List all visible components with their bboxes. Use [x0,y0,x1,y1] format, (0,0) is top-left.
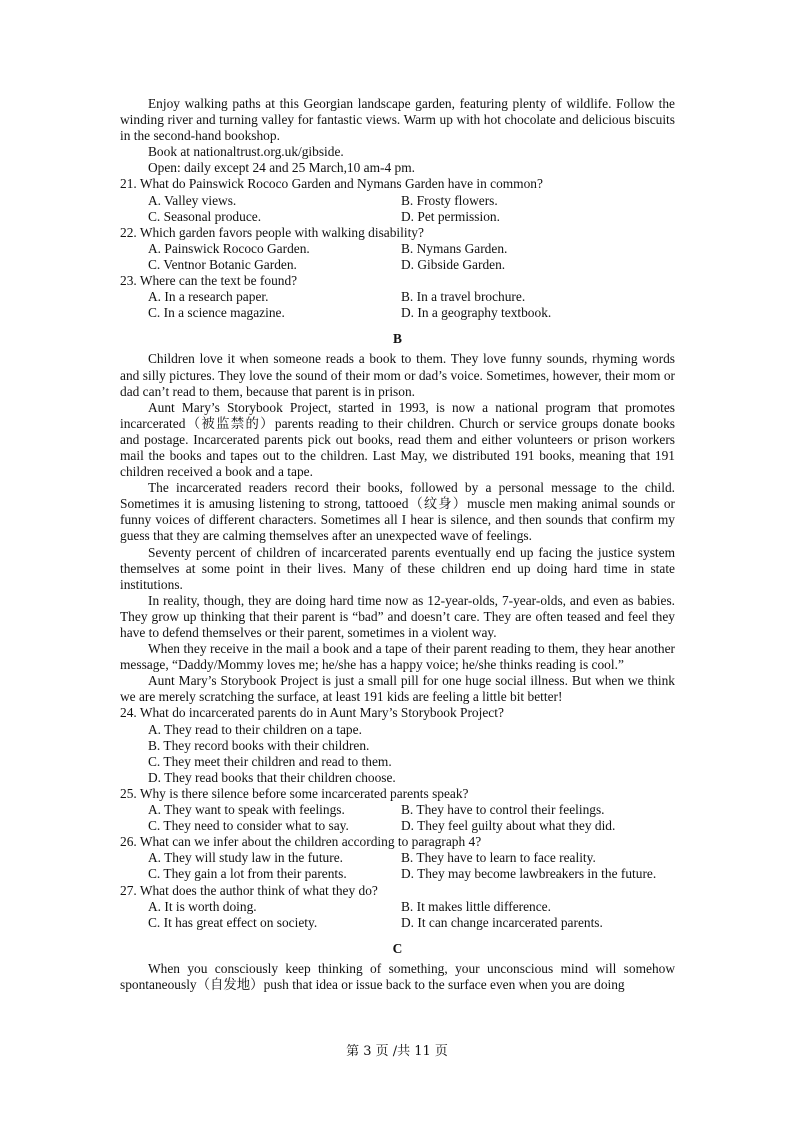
option-c: C. They meet their children and read to them. [148,753,392,769]
question-23-options [120,289,675,321]
section-c-heading: C [392,940,403,956]
option-b: B. Nymans Garden. [401,240,508,256]
page-content [120,96,675,993]
question-25: 25. Why is there silence before some incarcerated parents speak? [120,785,469,801]
option-a: A. It is worth doing. [148,898,257,914]
question-21: 21. What do Painswick Rococo Garden and Nymans Garden have in common? [120,176,543,192]
intro-paragraph: Enjoy walking paths at this Georgian landscape garden, featuring plenty of wildlife. Follow the winding river and turning valley for fantastic views. Warm up with hot chocolate and delicious biscuits in the second-hand bookshop. [120,96,675,144]
option-c: C. They gain a lot from their parents. [148,866,347,882]
opening-hours: Open: daily except 24 and 25 March,10 am-4 pm. [148,160,415,176]
option-d: D. In a geography textbook. [401,305,552,321]
section-b-paragraph: Aunt Mary’s Storybook Project is just a small pill for one huge social illness. But when we think we are merely scratching the surface, at least 191 kids are feeling a little bit better! [120,673,675,705]
option-a: A. They read to their children on a tape. [148,721,362,737]
section-b-heading: B [393,331,402,347]
option-c: C. They need to consider what to say. [148,818,349,834]
option-d: D. It can change incarcerated parents. [401,914,603,930]
option-d: D. They feel guilty about what they did. [401,818,616,834]
option-a: A. In a research paper. [148,289,269,305]
section-c-paragraph: When you consciously keep thinking of something, your unconscious mind will somehow spontaneously（自发地）push that idea or issue back to the surface even when you are doing [120,960,675,992]
option-a: A. Painswick Rococo Garden. [148,240,310,256]
option-c: C. In a science magazine. [148,305,285,321]
section-b-paragraph: Seventy percent of children of incarcerated parents eventually end up facing the justice system themselves at some point in their lives. Many of these children end up doing hard time in state institutions. [120,544,675,592]
option-b: B. In a travel brochure. [401,289,526,305]
option-b: B. Frosty flowers. [401,192,498,208]
option-a: A. They want to speak with feelings. [148,802,345,818]
option-d: D. They read books that their children choose. [148,769,396,785]
question-21-options [120,193,675,225]
section-b-paragraph: In reality, though, they are doing hard time now as 12-year-olds, 7-year-olds, and even as babies. They grow up thinking that their parent is “bad” and doesn’t care. They are often teased and feel they have to defend themselves or their parent, sometimes in a violent way. [120,592,675,640]
question-22-options [120,241,675,273]
option-d: D. Pet permission. [401,208,500,224]
option-c: C. It has great effect on society. [148,914,318,930]
question-26: 26. What can we infer about the children according to paragraph 4? [120,834,482,850]
section-b-paragraph: Aunt Mary’s Storybook Project, started in 1993, is now a national program that promotes incarcerated（被监禁的）parents reading to their children. Church or service groups donate books and postage. Incarcerated parents pick out books, read them and either volunteers or prison workers mail the books and tapes out to the children. Last May, we distributed 191 books, meaning that 191 children received a book and a tape. [120,399,675,480]
section-b-paragraph: When they receive in the mail a book and a tape of their parent reading to them, they hear another message, “Daddy/Mommy loves me; he/she has a happy voice; he/she thinks reading is cool.” [120,641,675,673]
option-b: B. They have to learn to face reality. [401,850,596,866]
question-27-options [120,899,675,931]
question-26-options [120,850,675,882]
option-a: A. Valley views. [148,192,237,208]
question-27: 27. What does the author think of what they do? [120,882,378,898]
option-c: C. Seasonal produce. [148,208,262,224]
question-25-options [120,802,675,834]
option-a: A. They will study law in the future. [148,850,344,866]
option-c: C. Ventnor Botanic Garden. [148,256,297,272]
section-b-paragraph: Children love it when someone reads a book to them. They love funny sounds, rhyming words and silly pictures. They love the sound of their mom or dad’s voice. Sometimes, however, their mom or dad can’t read to them, because that parent is in prison. [120,351,675,399]
question-23: 23. Where can the text be found? [120,273,298,289]
option-b: B. They record books with their children. [148,737,370,753]
option-d: D. Gibside Garden. [401,256,506,272]
option-b: B. They have to control their feelings. [401,802,605,818]
option-d: D. They may become lawbreakers in the future. [401,866,657,882]
section-b-paragraph: The incarcerated readers record their books, followed by a personal message to the child. Sometimes it is amusing listening to strong, tattooed（纹身）muscle men making animal sounds or funny voices of different characters. Sometimes all I hear is silence, and then sounds that confirm my guess that they are calming themselves after an unexpected wave of feelings. [120,480,675,544]
question-22: 22. Which garden favors people with walking disability? [120,224,424,240]
question-24: 24. What do incarcerated parents do in Aunt Mary’s Storybook Project? [120,705,504,721]
booking-info: Book at nationaltrust.org.uk/gibside. [148,144,344,160]
page-number: 第 3 页 /共 11 页 [346,1044,448,1059]
option-b: B. It makes little difference. [401,898,551,914]
